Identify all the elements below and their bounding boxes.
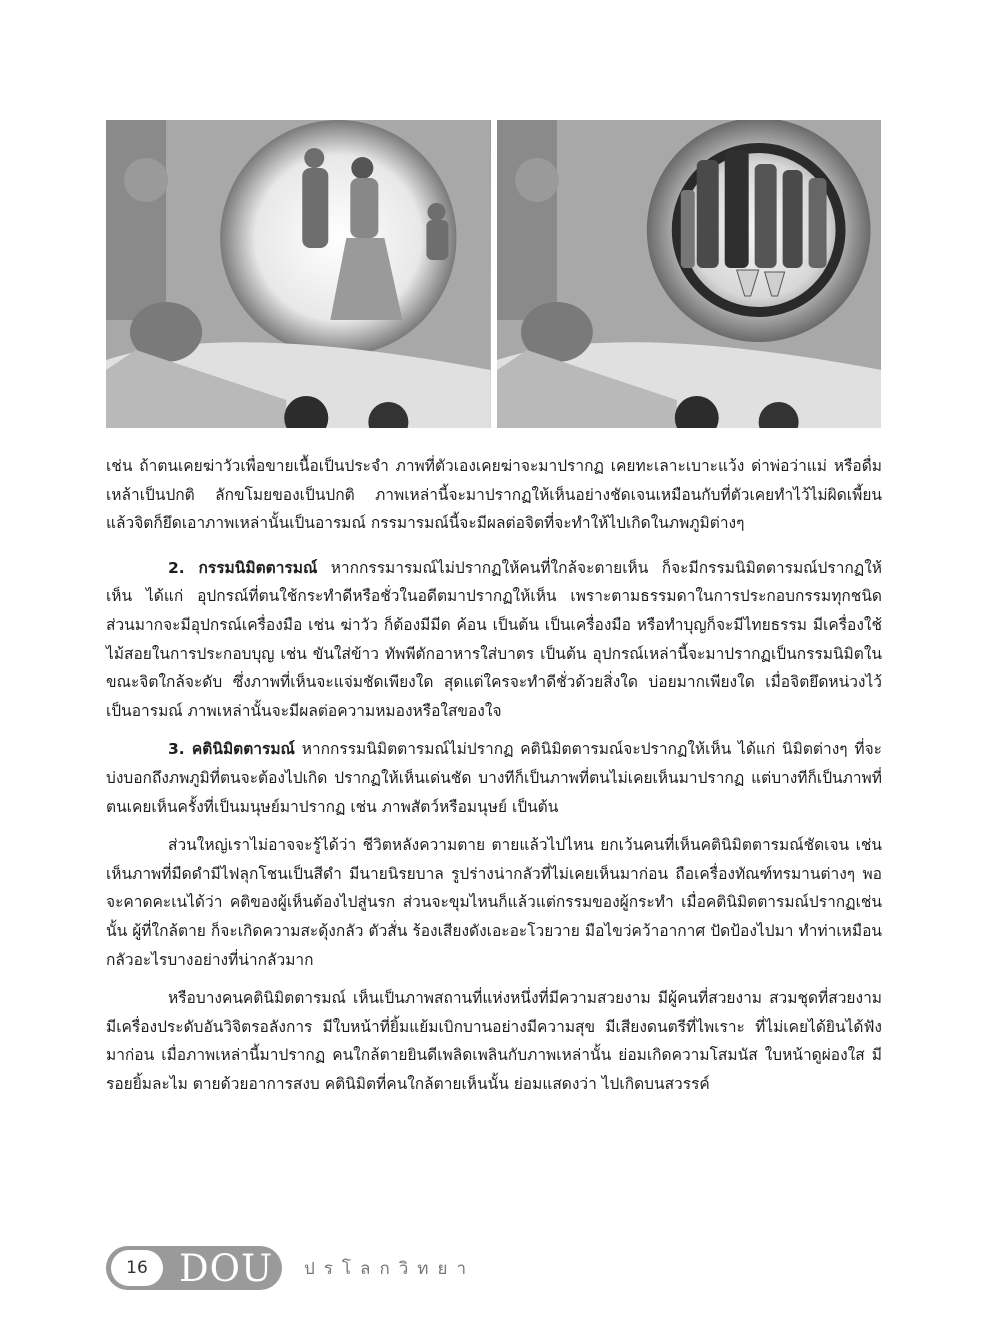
illustration-family-quarrel xyxy=(106,120,491,428)
paragraph-gati-nimitta: 3. คตินิมิตตารมณ์ หากกรรมนิมิตตารมณ์ไม่ปรากฏ คตินิมิตตารมณ์จะปรากฏให้เห็น ได้แก่ นิมิตต่างๆ ที่จะบ่งบอกถึงภพภูมิที่ตนจะต้องไปเกิด ปรากฏให้เห็นเด่นชัด บางทีก็เป็นภาพที่ตนไม่เคยเห็นมาปรากฏ แต่บางทีก็เป็นภาพที่ตนเคยเห็นครั้งที่เป็นมนุษย์มาปรากฏ เช่น ภาพสัตว์หรือมนุษย์ เป็นต้น xyxy=(106,740,883,816)
illustration-liquor-bottles xyxy=(497,120,882,428)
page-badge xyxy=(106,1246,282,1290)
illustration-strip xyxy=(106,120,881,428)
liquor-bottles-drawing xyxy=(497,120,882,428)
paragraph-heaven-vision: หรือบางคนคตินิมิตตารมณ์ เห็นเป็นภาพสถานที่แห่งหนึ่งที่มีความสวยงาม มีผู้คนที่สวยงาม สวมชุดที่สวยงาม มีเครื่องประดับอันวิจิตรอลังการ มีใบหน้าที่ยิ้มแย้มเบิกบานอย่างมีความสุข มีเสียงดนตรีที่ไพเราะ ที่ไม่เคยได้ยินได้ฟังมาก่อน เมื่อภาพเหล่านี้มาปรากฏ คนใกล้ตายยินดีเพลิดเพลินกับภาพเหล่านั้น ย่อมเกิดความโสมนัส ใบหน้าดูผ่องใส มีรอยยิ้มละไม ตายด้วยอาการสงบ คตินิมิตที่คนใกล้ตายเห็นนั้น ย่อมแสดงว่า ไปเกิดบนสวรรค์ xyxy=(106,989,882,1093)
family-quarrel-drawing xyxy=(106,120,491,428)
book-title: ปรโลกวิทยา xyxy=(304,1258,476,1279)
paragraph-kamma-nimitta: 2. กรรมนิมิตตารมณ์ หากกรรมารมณ์ไม่ปรากฏให้คนที่ใกล้จะตายเห็น ก็จะมีกรรมนิมิตตารมณ์ปรากฏให้เห็น ได้แก่ อุปกรณ์ที่ตนใช้กระทำดีหรือชั่วในอดีตมาปรากฏให้เห็น เพราะตามธรรมดาในการประกอบกรรมทุกชนิด ส่วนมากจะมีอุปกรณ์เครื่องมือ เช่น ฆ่าวัว ก็ต้องมีมีด ค้อน เป็นต้น เป็นเครื่องมือ หรือทำบุญก็จะมีไทยธรรม มีเครื่องใช้ไม้สอยในการประกอบบุญ เช่น ขันใส่ข้าว ทัพพีตักอาหารใส่บาตร เป็นต้น อุปกรณ์เหล่านี้จะมาปรากฏเป็นกรรมนิมิตในขณะจิตใกล้จะดับ ซึ่งภาพที่เห็นจะแจ่มชัดเพียงใด สุดแต่ใครจะทำดีชั่วด้วยสิ่งใด บ่อยมากเพียงใด เมื่อจิตยึดหน่วงไว้เป็นอารมณ์ ภาพเหล่านั้นจะมีผลต่อความหมองหรือใสของใจ xyxy=(106,558,882,720)
page-footer xyxy=(106,1246,475,1290)
page-number: 16 xyxy=(111,1250,163,1286)
heading-gati-nimitta: 3. คตินิมิตตารมณ์ xyxy=(168,740,295,759)
heading-kamma-nimitta: 2. กรรมนิมิตตารมณ์ xyxy=(168,558,318,577)
paragraph-hell-vision: ส่วนใหญ่เราไม่อาจจะรู้ได้ว่า ชีวิตหลังความตาย ตายแล้วไปไหน ยกเว้นคนที่เห็นคตินิมิตตารมณ์ชัดเจน เช่น เห็นภาพที่มืดดำมีไฟลุกโชนเป็นสีดำ มีนายนิรยบาล รูปร่างน่ากลัวที่ไม่เคยเห็นมาก่อน ถือเครื่องทัณฑ์ทรมานต่างๆ พอจะคาดคะเนได้ว่า คติของผู้เห็นต้องไปสู่นรก ส่วนจะขุมไหนก็แล้วแต่กรรมของผู้กระทำ เมื่อคตินิมิตตารมณ์ปรากฏเช่นนั้น ผู้ที่ใกล้ตาย ก็จะเกิดความสะดุ้งกลัว ตัวสั่น ร้องเสียงดังเอะอะโวยวาย มือไขว่คว้าอากาศ ปัดป้องไปมา ทำท่าเหมือนกลัวอะไรบางอย่างที่น่ากลัวมาก xyxy=(106,836,882,969)
paragraph-karma-object: เช่น ถ้าตนเคยฆ่าวัวเพื่อขายเนื้อเป็นประจำ ภาพที่ตัวเองเคยฆ่าจะมาปรากฏ เคยทะเลาะเบาะแว้ง ด่าพ่อว่าแม่ หรือดื่มเหล้าเป็นปกติ ลักขโมยของเป็นปกติ ภาพเหล่านี้จะมาปรากฏให้เห็นอย่างชัดเจนเหมือนกับที่ตัวเคยทำไว้ไม่ผิดเพี้ยน แล้วจิตก็ยึดเอาภาพเหล่านั้นเป็นอารมณ์ กรรมารมณ์นี้จะมีผลต่อจิตที่จะทำให้ไปเกิดในภพภูมิต่างๆ xyxy=(106,457,882,533)
dou-logo: DOU xyxy=(179,1246,274,1290)
body-text xyxy=(106,452,882,1108)
